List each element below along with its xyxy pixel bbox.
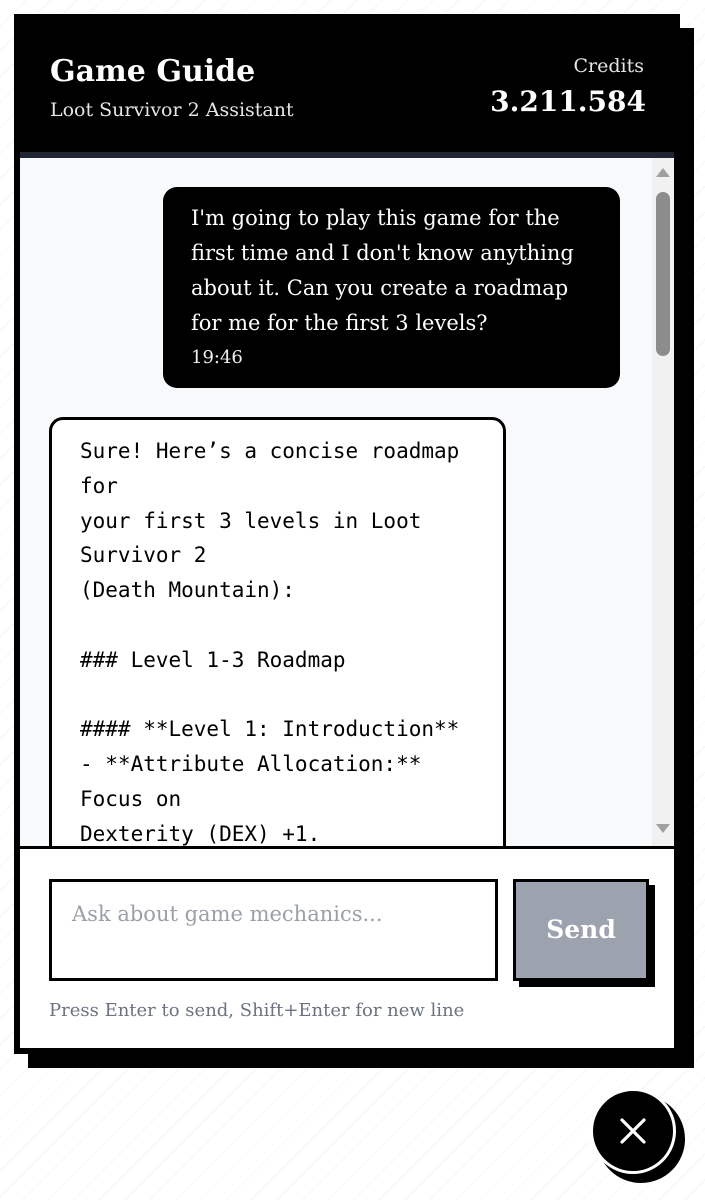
header [14,14,680,154]
send-button[interactable]: Send [513,879,649,981]
message-input-box[interactable] [49,879,498,981]
assistant-message [49,417,506,846]
credits-value: 3.211.584 [490,85,646,118]
scrollbar[interactable] [652,158,674,846]
user-message-text: I'm going to play this game for the first time and I don't know anything about it. Can you create a roadmap for me for the first 3 levels? [191,206,574,335]
assistant-message-text: Sure! Here’s a concise roadmap for your first 3 levels in Loot Survivor 2 (Death Mountain): ### Level 1-3 Roadmap #### **Level 1: Introduction** - **Attribute Allocation:** Focus on Dexterity (DEX) +1. [80,439,460,846]
credits-label: Credits [573,55,644,77]
chat-widget [14,14,680,1054]
triangle-up-icon[interactable] [656,168,670,177]
header-title: Game Guide [50,54,256,89]
triangle-down-icon[interactable] [656,824,670,833]
close-chat-button[interactable] [590,1088,676,1174]
composer [20,846,674,1048]
message-list[interactable] [20,158,674,846]
message-input[interactable] [52,882,495,978]
user-message [163,187,620,388]
scrollbar-thumb[interactable] [656,192,670,356]
input-hint: Press Enter to send, Shift+Enter for new line [49,1000,465,1021]
header-subtitle: Loot Survivor 2 Assistant [50,99,294,121]
close-icon [619,1117,647,1145]
user-message-time: 19:46 [191,347,243,368]
